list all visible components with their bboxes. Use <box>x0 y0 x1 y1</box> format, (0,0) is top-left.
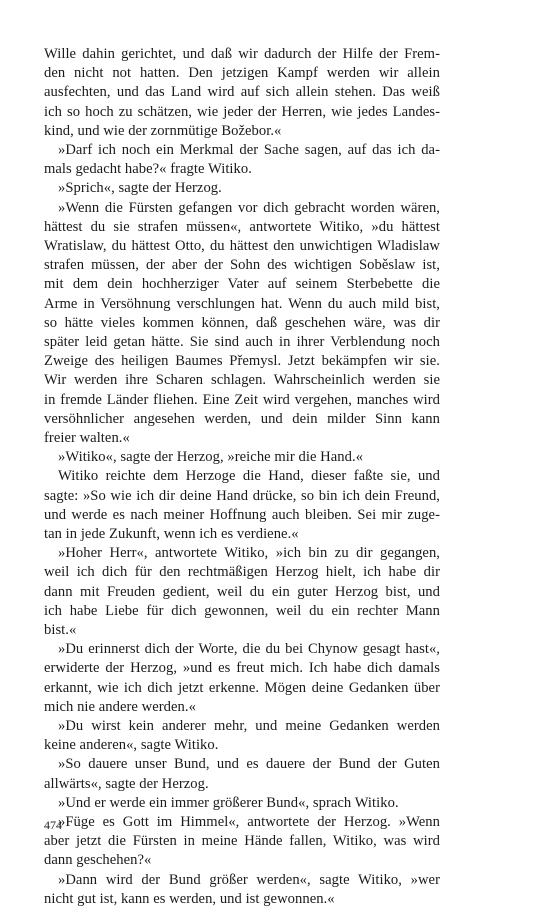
text-line: und werde es nach meiner Hoffnung auch bleiben. Sei mir zuge- <box>44 506 440 523</box>
text-line: mit dem dein hochherziger Vater auf seinem Sterbebette die <box>44 276 440 293</box>
text-line: den nicht not hatten. Den jetzigen Kampf werden wir allein <box>44 65 440 82</box>
text-line: aber jetzt die Fürsten in meine Hände fallen, Witiko, was wird <box>44 833 440 850</box>
text-line: mals gedacht habe?« fragte Witiko. <box>44 161 252 178</box>
text-line: freier walten.« <box>44 430 130 446</box>
text-line: Wratislaw, du hättest Otto, du hättest den unwichtigen Wladislaw <box>44 238 440 254</box>
text-line: mich nie andere werden.« <box>44 698 196 715</box>
text-line: »Hoher Herr«, antwortete Witiko, »ich bin zu dir gegangen, <box>58 545 440 562</box>
text-line: kind, und wie der zornmütige Božebor.« <box>44 122 282 139</box>
text-line: so hätte vieles kommen können, daß geschehen wäre, was dir <box>44 314 440 331</box>
text-line: allwärts«, sagte der Herzog. <box>44 775 209 792</box>
text-line: »Und er werde ein immer größerer Bund«, sprach Witiko. <box>58 794 399 811</box>
book-page-body <box>44 45 440 907</box>
text-line: erkannt, wie ich dich jetzt erkenne. Mögen deine Gedanken über <box>44 679 440 696</box>
text-line: strafen müssen, der aber der Sohn des wichtigen Soběslaw ist, <box>44 257 440 274</box>
text-line: »Witiko«, sagte der Herzog, »reiche mir die Hand.« <box>58 449 364 466</box>
text-line: Zweige des heiligen Baumes Přemysl. Jetzt bekämpfen wir sie. <box>44 353 440 370</box>
text-line: Wille dahin gerichtet, und daß wir dadurch der Hilfe der Frem- <box>44 46 440 62</box>
text-line: Wir werden ihre Scharen schlagen. Wahrscheinlich werden sie <box>44 372 440 389</box>
text-line: sagte: »So wie ich dir deine Hand drücke, so bin ich dein Freund, <box>44 487 440 504</box>
text-line: tan in jede Zukunft, wenn ich es verdiene.« <box>44 526 299 542</box>
text-line: Witiko reichte dem Herzoge die Hand, dieser faßte sie, und <box>58 468 440 485</box>
text-line: nicht gut ist, kann es werden, und ist gewonnen.« <box>44 890 335 907</box>
text-line: weil ich dich für den rechtmäßigen Herzog hielt, ich habe dir <box>44 564 440 581</box>
text-line: versöhnlicher angesehen werden, und dein milder Sinn kann <box>44 410 440 427</box>
text-line: dann geschehen?« <box>44 852 152 869</box>
text-line: »Sprich«, sagte der Herzog. <box>58 180 222 197</box>
page-number: 474 <box>44 818 62 832</box>
text-line: »Darf ich noch ein Merkmal der Sache sagen, auf das ich da- <box>58 142 440 158</box>
text-line: »Du erinnerst dich der Worte, die du bei Chynow gesagt hast«, <box>58 641 440 658</box>
text-line: hättest du sie strafen müssen«, antwortete Witiko, »du hättest <box>44 218 440 235</box>
text-line: »Wenn die Fürsten gefangen vor dich gebracht worden wären, <box>58 199 440 216</box>
text-line: bist.« <box>44 622 77 638</box>
text-line: ich habe Liebe für dich gewonnen, weil du ein rechter Mann <box>44 602 440 619</box>
text-line: keine anderen«, sagte Witiko. <box>44 737 219 754</box>
text-line: ich so hoch zu schätzen, wie jeder der Herren, wie jedes Landes- <box>44 103 440 120</box>
text-line: »So dauere unser Bund, und es dauere der Bund der Guten <box>58 756 440 773</box>
text-line: »Dann wird der Bund größer werden«, sagte Witiko, »wer <box>58 871 440 888</box>
text-line: in fremde Länder fliehen. Eine Zeit wird vergehen, manches wird <box>44 391 440 408</box>
text-line: dann mit Freuden gedient, weil du ein guter Herzog bist, und <box>44 583 440 600</box>
text-line: erwiderte der Herzog, »und es freut mich. Ich habe dich damals <box>44 660 440 677</box>
text-line: »Du wirst kein anderer mehr, und meine Gedanken werden <box>58 718 440 734</box>
text-line: ausfechten, und das Land wird auf sich allein stehen. Das weiß <box>44 84 440 101</box>
text-line: später leid getan hätte. Sie sind auch in ihrer Verblendung noch <box>44 334 440 350</box>
text-line: »Füge es Gott im Himmel«, antwortete der Herzog. »Wenn <box>58 814 440 830</box>
text-line: Arme in Versöhnung verschlungen hat. Wenn du auch mild bist, <box>44 295 440 312</box>
